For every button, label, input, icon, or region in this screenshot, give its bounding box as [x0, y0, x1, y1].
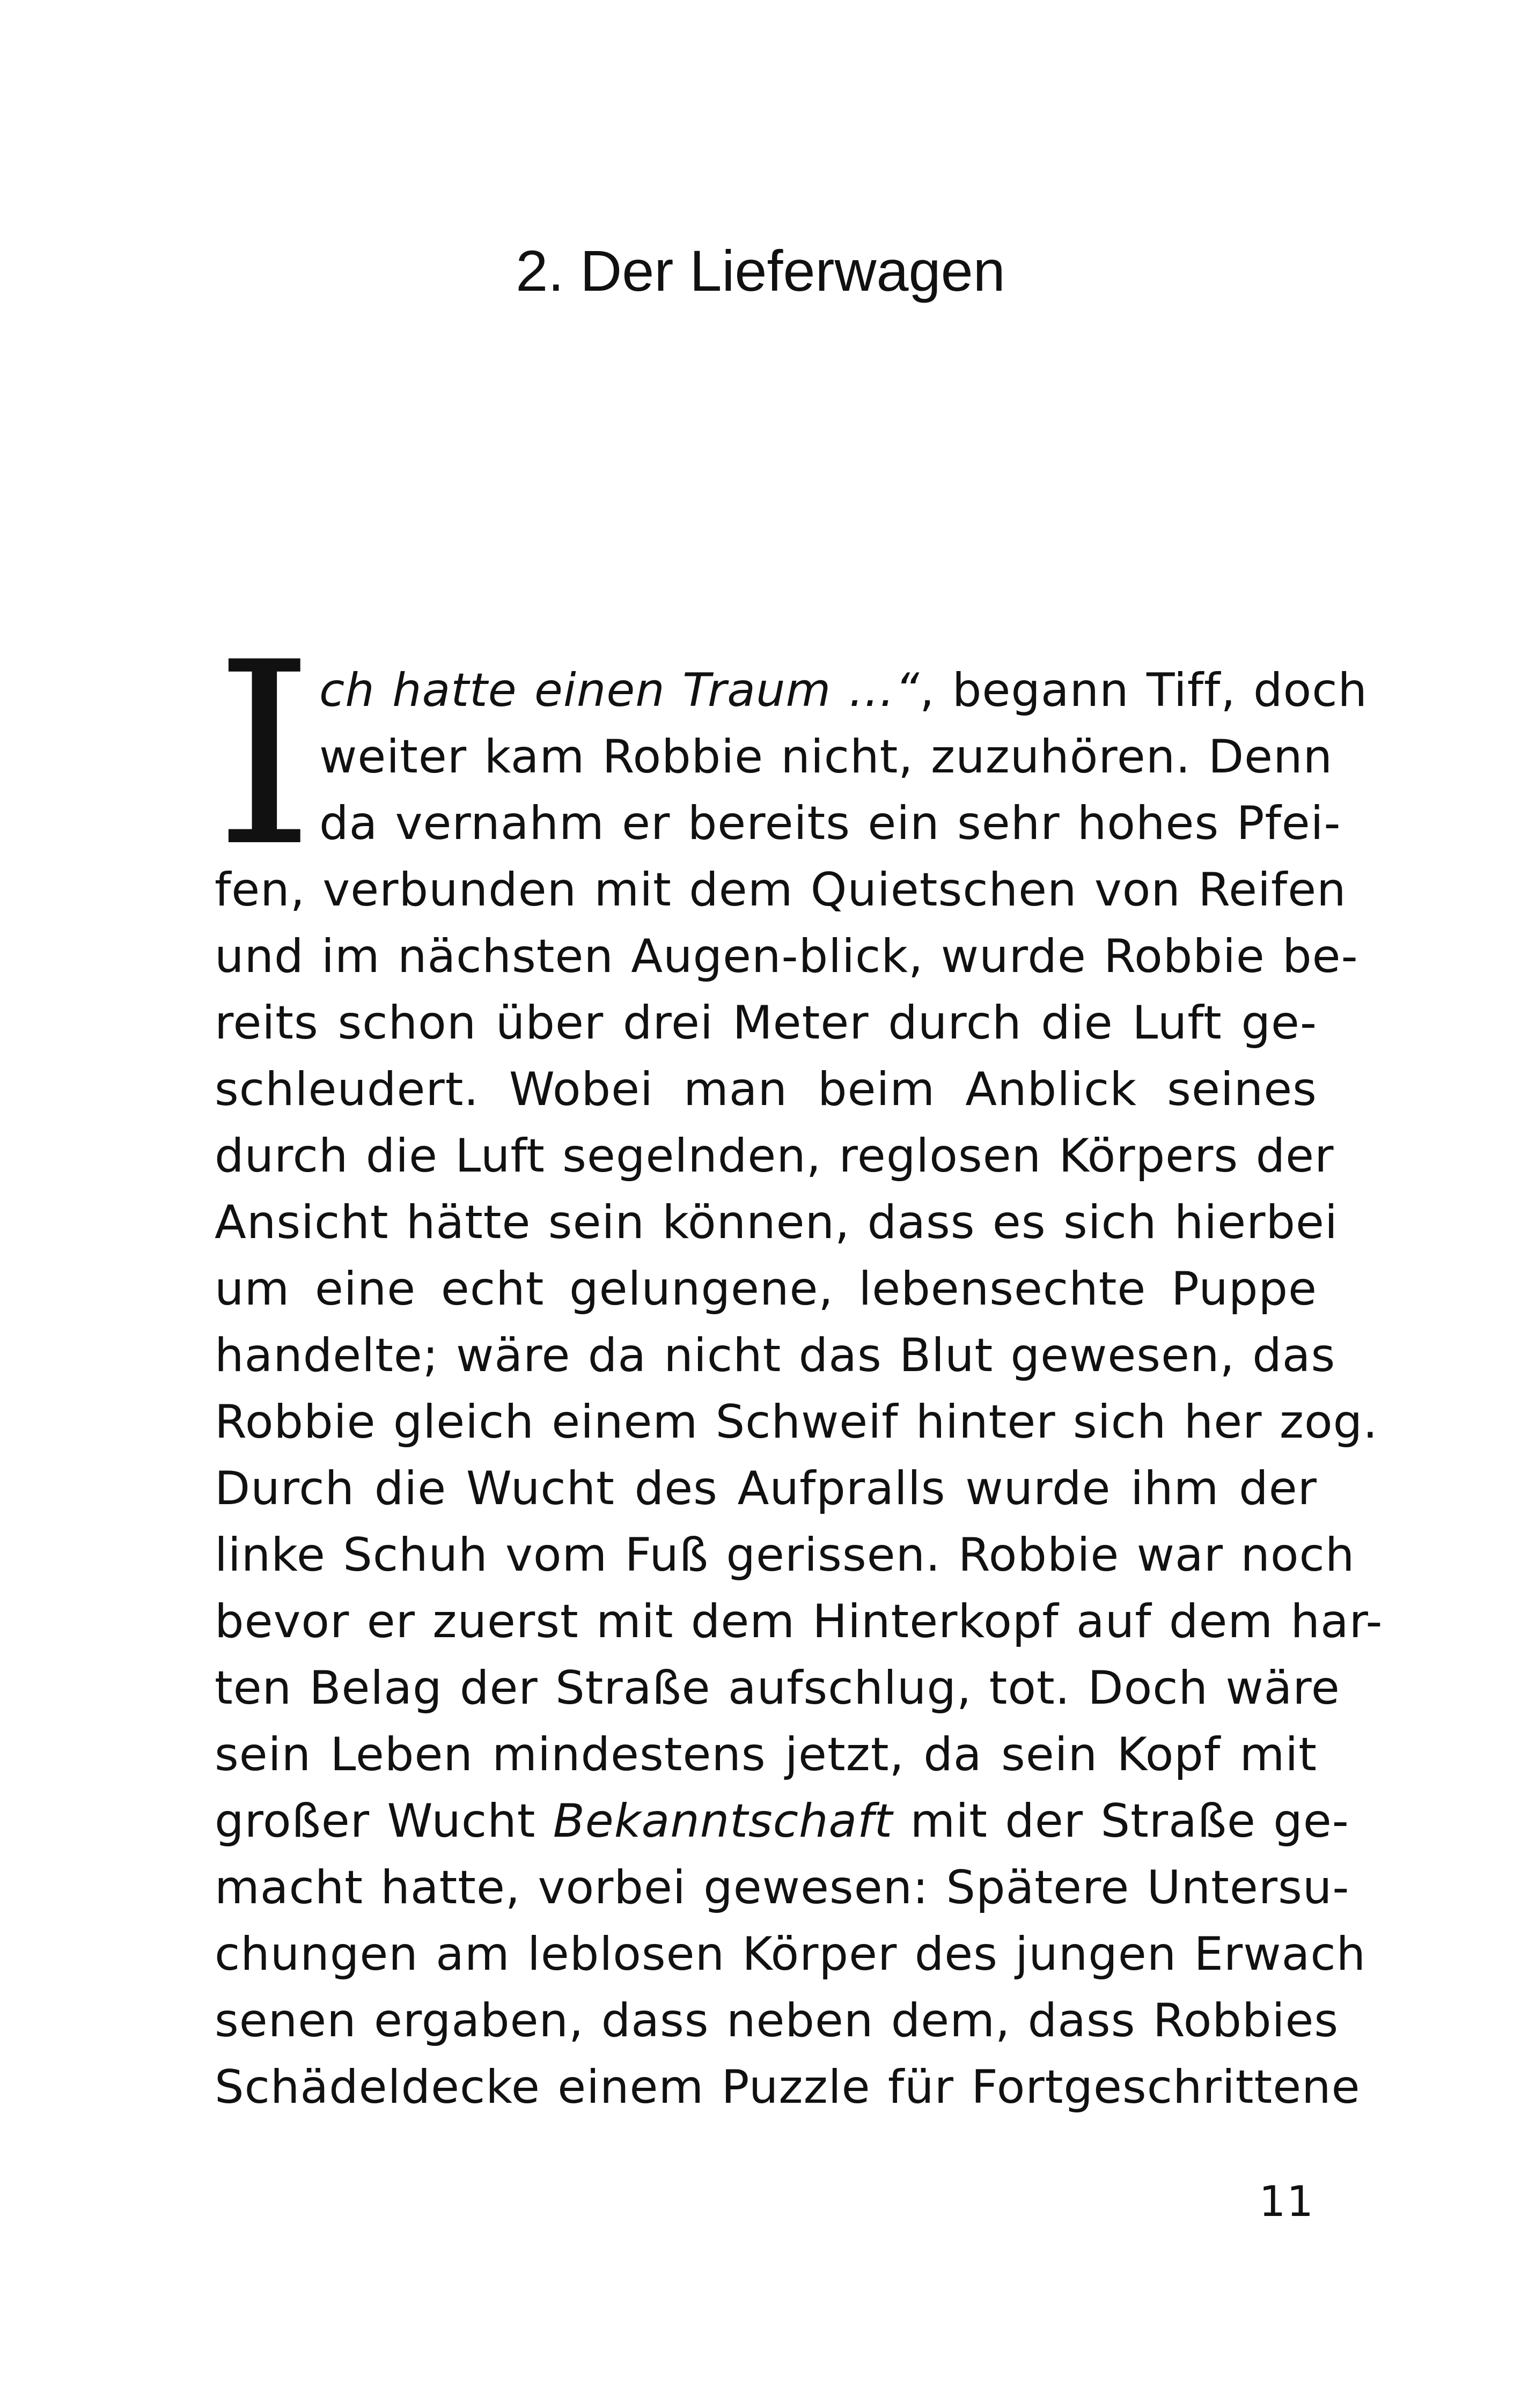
- text-line: um eine echt gelungene, lebensechte Puppe: [215, 1262, 1317, 1316]
- text-line: [215, 657, 1368, 724]
- text-line: und im nächsten Augen-blick, wurde Robbie be-: [215, 930, 1358, 983]
- text-line-after: mit der Straße ge-: [893, 1794, 1349, 1848]
- text-line: linke Schuh vom Fuß gerissen. Robbie war noch: [215, 1528, 1355, 1582]
- text-line: Robbie gleich einem Schweif hinter sich her zog.: [215, 1395, 1378, 1449]
- text-line: Durch die Wucht des Aufpralls wurde ihm der: [215, 1462, 1317, 1515]
- drop-cap: I: [215, 608, 314, 902]
- italic-quote: ch hatte einen Traum …“: [319, 664, 920, 717]
- italic-word: Bekanntschaft: [553, 1794, 893, 1848]
- text-line: da vernahm er bereits ein sehr hohes Pfei-: [319, 797, 1341, 850]
- chapter-title: 2. Der Lieferwagen: [516, 238, 1005, 303]
- text-line: Ansicht hätte sein können, dass es sich hierbei: [215, 1196, 1338, 1249]
- text-line: macht hatte, vorbei gewesen: Spätere Untersu-: [215, 1861, 1350, 1914]
- text-line-before: großer Wucht: [215, 1794, 553, 1848]
- text-line: fen, verbunden mit dem Quietschen von Reifen: [215, 863, 1347, 917]
- text-line: senen ergaben, dass neben dem, dass Robbies: [215, 1994, 1339, 2048]
- text-line: weiter kam Robbie nicht, zuzuhören. Denn: [319, 730, 1333, 784]
- text-line: reits schon über drei Meter durch die Luft ge-: [215, 996, 1317, 1050]
- text-line-rest: , begann Tiff, doch: [920, 664, 1368, 717]
- text-line: Schädeldecke einem Puzzle für Fortgeschrittene: [215, 2060, 1361, 2114]
- text-line: bevor er zuerst mit dem Hinterkopf auf dem har-: [215, 1595, 1383, 1648]
- text-line: [215, 1788, 1349, 1854]
- text-line: schleudert. Wobei man beim Anblick seines: [215, 1063, 1317, 1116]
- text-line: chungen am leblosen Körper des jungen Erwach: [215, 1927, 1366, 1981]
- body-text: [215, 657, 1383, 2120]
- text-line: durch die Luft segelnden, reglosen Körpers der: [215, 1129, 1334, 1183]
- page-number: 11: [1259, 2178, 1314, 2226]
- text-line: sein Leben mindestens jetzt, da sein Kopf mit: [215, 1728, 1317, 1781]
- text-line: ten Belag der Straße aufschlug, tot. Doch wäre: [215, 1661, 1340, 1715]
- text-line: handelte; wäre da nicht das Blut gewesen, das: [215, 1329, 1336, 1382]
